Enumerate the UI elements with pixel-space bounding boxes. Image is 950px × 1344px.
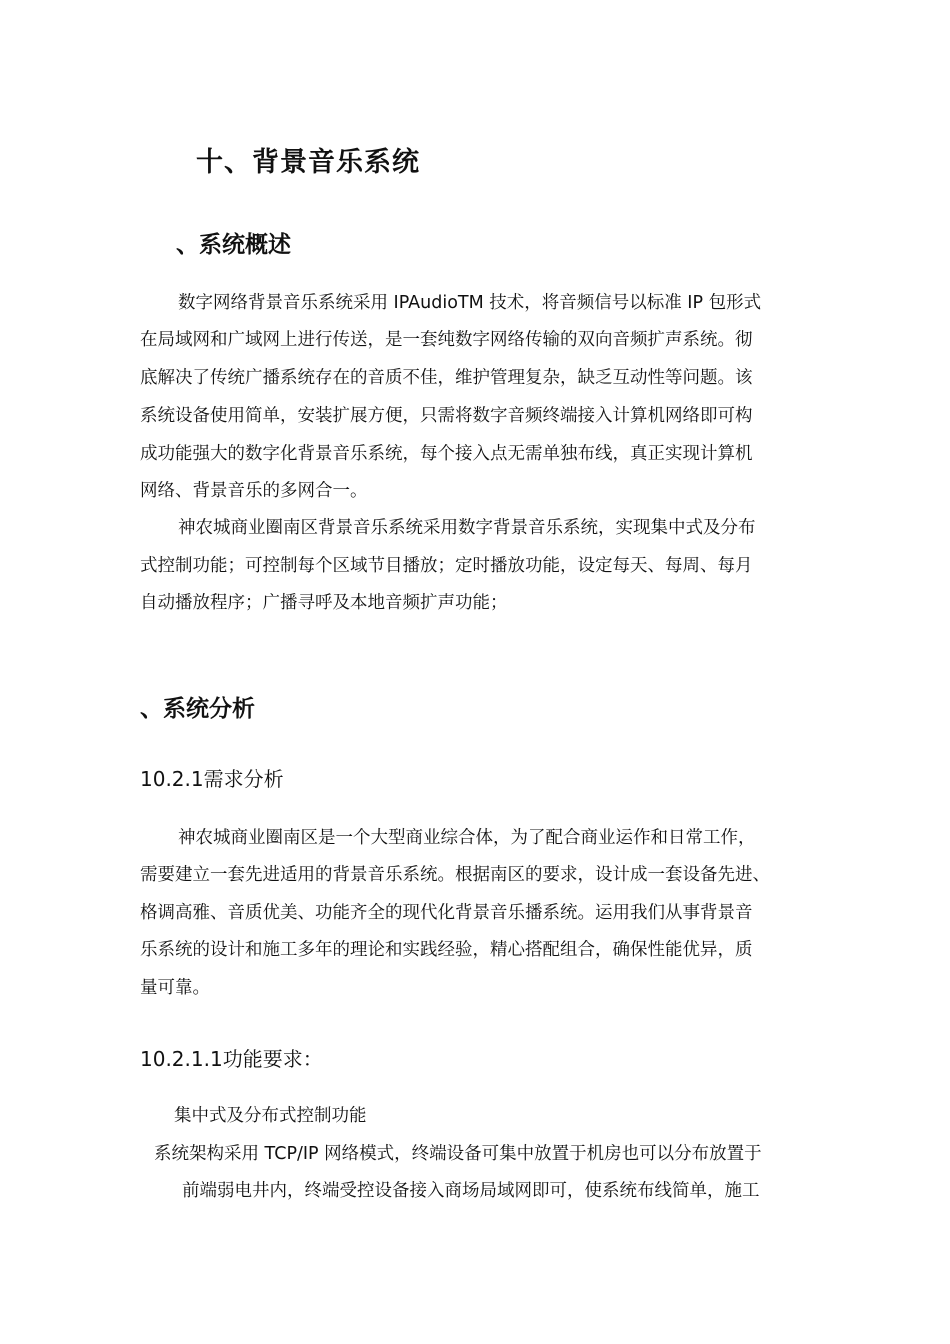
requirements-heading: 10.2.1需求分析 xyxy=(140,767,284,791)
requirements-paragraph-line: 神农城商业圈南区是一个大型商业综合体，为了配合商业运作和日常工作， xyxy=(178,828,756,848)
overview-paragraph2-line: 自动播放程序；广播寻呼及本地音频扩声功能； xyxy=(140,593,508,613)
analysis-heading: 、系统分析 xyxy=(140,696,255,722)
overview-paragraph1-line: 数字网络背景音乐系统采用 IPAudioTM 技术，将音频信号以标准 IP 包形式 xyxy=(178,293,762,313)
overview-paragraph1-line: 系统设备使用简单，安装扩展方便，只需将数字音频终端接入计算机网络即可构 xyxy=(140,406,753,426)
requirements-paragraph-line: 量可靠。 xyxy=(140,978,210,998)
overview-paragraph1-line: 网络、背景音乐的多网合一。 xyxy=(140,481,368,501)
requirements-paragraph-line: 乐系统的设计和施工多年的理论和实践经验，精心搭配组合，确保性能优异，质 xyxy=(140,940,753,960)
control-function-title: 集中式及分布式控制功能 xyxy=(174,1106,367,1126)
requirements-paragraph-line: 需要建立一套先进适用的背景音乐系统。根据南区的要求，设计成一套设备先进、 xyxy=(140,865,770,885)
control-function-line: 系统架构采用 TCP/IP 网络模式，终端设备可集中放置于机房也可以分布放置于 xyxy=(154,1144,762,1164)
function-requirements-heading: 10.2.1.1功能要求： xyxy=(140,1047,323,1071)
overview-paragraph1-line: 底解决了传统广播系统存在的音质不佳，维护管理复杂，缺乏互动性等问题。该 xyxy=(140,368,753,388)
overview-paragraph2-line: 神农城商业圈南区背景音乐系统采用数字背景音乐系统，实现集中式及分布 xyxy=(178,518,756,538)
overview-paragraph2-line: 式控制功能；可控制每个区域节目播放；定时播放功能，设定每天、每周、每月 xyxy=(140,556,753,576)
chapter-title: 十、背景音乐系统 xyxy=(196,147,420,178)
requirements-paragraph-line: 格调高雅、音质优美、功能齐全的现代化背景音乐播系统。运用我们从事背景音 xyxy=(140,903,753,923)
control-function-line: 前端弱电井内，终端受控设备接入商场局域网即可，使系统布线简单，施工 xyxy=(182,1181,760,1201)
overview-paragraph1-line: 在局域网和广域网上进行传送，是一套纯数字网络传输的双向音频扩声系统。彻 xyxy=(140,330,753,350)
overview-paragraph1-line: 成功能强大的数字化背景音乐系统，每个接入点无需单独布线，真正实现计算机 xyxy=(140,444,753,464)
overview-heading: 、系统概述 xyxy=(176,232,291,258)
